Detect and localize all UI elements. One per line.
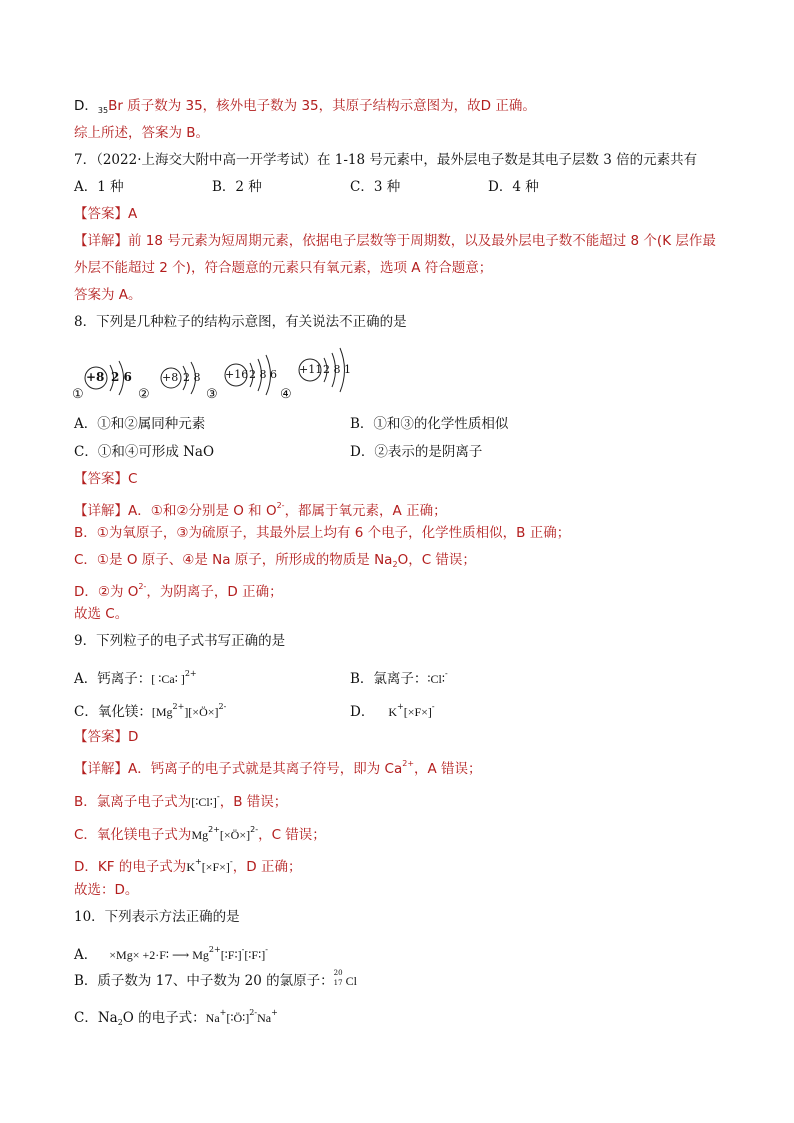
atom-3-shells: 2 8 6 [249, 368, 277, 381]
q9-detail-a-2: ，A 错误； [414, 761, 482, 777]
atom-2-num: ② [138, 387, 150, 402]
q9-detail-d-formula-sup: + [194, 857, 202, 866]
q8-answer: 【答案】C [74, 471, 138, 487]
q9-option-a [74, 664, 197, 689]
q7-stem: 7．（2022·上海交大附中高一开学考试）在 1-18 号元素中，最外层电子数是其电子层数 3 倍的元素共有 [74, 152, 698, 168]
q9-option-d-label: D． [350, 704, 375, 720]
q10-option-a-label: A． [74, 947, 98, 963]
q10-option-c-label-1: C．Na [74, 1010, 118, 1026]
q6-d-prefix: D． [74, 98, 98, 114]
q10-option-a-sup: 2+ [208, 945, 221, 954]
q9-option-c-formula: [Mg [151, 705, 173, 719]
q8-option-a: A．①和②属同种元素 [74, 416, 206, 432]
q9-conclusion: 故选：D。 [74, 882, 139, 898]
q8-detail-tag: 【详解】 [74, 503, 128, 519]
q9-detail-c-formula: Mg [191, 828, 209, 842]
q9-detail-a-sup: 2+ [402, 759, 415, 768]
q9-option-d-formula-2: [×F×] [403, 705, 432, 719]
q9-detail-c-1: C．氧化镁电子式为 [74, 827, 192, 843]
q9-detail-b-1: B．氯离子电子式为 [74, 794, 192, 810]
q10-option-b-atomic: 17 [333, 979, 343, 987]
q9-detail-a [74, 754, 482, 779]
q8-option-b: B．①和③的化学性质相似 [350, 416, 509, 432]
q9-detail-c-sup: 2- [250, 825, 259, 834]
q10-option-c-formula-2: [∶Ö∶] [226, 1011, 250, 1025]
q8-detail-d-1: D．②为 O [74, 584, 139, 600]
atom-diagram-2 [138, 345, 208, 405]
q8-option-c: C．①和④可形成 NaO [74, 444, 215, 460]
q9-option-d [350, 697, 435, 722]
q9-option-a-formula: [ ∶Ca∶ ] [151, 672, 185, 686]
atom-4-num: ④ [280, 387, 292, 402]
q9-detail-c-formula-sup: 2+ [208, 825, 220, 834]
q9-detail-a-1: A．钙离子的电子式就是其离子符号，即为 Ca [128, 761, 403, 777]
q9-detail-c [74, 820, 326, 845]
q9-option-c-label: C．氧化镁： [74, 704, 152, 720]
q6-summary: 综上所述，答案为 B。 [74, 125, 210, 141]
q9-answer: 【答案】D [74, 729, 139, 745]
q10-option-a-formula: ×Mg× +2·F∶ ⟶ Mg [109, 948, 209, 962]
q9-detail-d [74, 852, 301, 877]
atom-2-nucleus: +8 [162, 371, 179, 384]
atom-1-shells: 2 6 [111, 370, 132, 384]
q10-option-b-label: B．质子数为 17、中子数为 20 的氯原子： [74, 973, 334, 989]
q7-option-d: D．4 种 [488, 179, 539, 195]
q10-option-c-sup2: + [271, 1008, 278, 1017]
q7-option-a: A．1 种 [74, 179, 124, 195]
q8-detail-c-2: O，C 错误； [397, 552, 476, 568]
q9-option-c-formula-sup: 2+ [172, 702, 185, 711]
q7-detail-1 [74, 231, 716, 251]
atom-diagram-3 [206, 345, 286, 405]
q9-detail-c-2: ，C 错误； [258, 827, 326, 843]
atom-2-shells: 2 8 [183, 371, 201, 384]
q8-detail-b: B．①为氧原子，③为硫原子，其最外层上均有 6 个电子，化学性质相似，B 正确； [74, 525, 571, 541]
q9-option-a-label: A．钙离子： [74, 671, 152, 687]
q8-detail-a [74, 496, 447, 521]
atom-1-num: ① [72, 387, 84, 402]
q9-detail-d-formula-2: [×F×] [201, 860, 230, 874]
q9-detail-tag: 【详解】 [74, 761, 128, 777]
q9-detail-d-formula: K [186, 860, 195, 874]
q7-detail-2: 外层不能超过 2 个)，符合题意的元素只有氧元素，选项 A 符合题意； [74, 260, 493, 276]
atom-1-nucleus: +8 [86, 370, 105, 384]
q9-detail-d-1: D．KF 的电子式为 [74, 859, 187, 875]
q8-detail-d-2: ，为阴离子，D 正确； [146, 584, 283, 600]
q9-option-c-formula-2: ][×Ö×] [184, 705, 219, 719]
q7-option-c: C．3 种 [350, 179, 401, 195]
q8-detail-a-2: ，都属于氧元素，A 正确； [284, 503, 447, 519]
q10-option-c-formula-3: Na [257, 1011, 272, 1025]
q7-detail-tag: 【详解】 [74, 233, 128, 249]
q7-detail-text-1: 前 18 号元素为短周期元素，依据电子层数等于周期数，以及最外层电子数不能超过 8 个(K 层作最 [128, 233, 716, 249]
atom-3-num: ③ [206, 387, 218, 402]
q10-option-a-formula-2: [∶F∶] [220, 948, 242, 962]
atom-3-nucleus: +16 [225, 368, 249, 381]
q10-option-c-formula: Na [205, 1011, 220, 1025]
q10-option-a-formula-3: [∶F∶] [244, 948, 266, 962]
q9-option-d-formula-sup: + [397, 702, 404, 711]
q10-option-b-mass: 20 [333, 969, 343, 977]
q9-detail-d-2: ，D 正确； [232, 859, 302, 875]
q9-detail-b [74, 787, 287, 812]
q9-option-b-sup: - [445, 669, 448, 678]
q10-option-c-formula-sup: + [219, 1008, 227, 1017]
q9-option-c [74, 697, 226, 722]
q9-option-b-label: B．氯离子： [350, 671, 428, 687]
q7-conclusion: 答案为 A。 [74, 287, 142, 303]
q10-option-a-sup2: - [241, 945, 245, 954]
q10-option-c-sup: 2- [249, 1008, 258, 1017]
q9-option-c-sup: 2- [218, 702, 227, 711]
q8-detail-a-1: A．①和②分别是 O 和 O [128, 503, 277, 519]
atom-diagram-1 [72, 345, 142, 405]
q7-option-b: B．2 种 [212, 179, 262, 195]
q10-stem: 10．下列表示方法正确的是 [74, 909, 240, 925]
q9-detail-b-formula: [∶Cl∶] [191, 795, 217, 809]
q9-option-a-sup: 2+ [184, 669, 197, 678]
q9-option-b-formula: ∶Cl∶ [427, 672, 446, 686]
q8-detail-a-sup: 2- [276, 501, 285, 510]
q8-conclusion: 故选 C。 [74, 606, 129, 622]
q10-option-b [74, 971, 357, 991]
q6-option-d [74, 96, 536, 121]
q10-option-b-symbol: Cl [345, 974, 357, 988]
q9-detail-d-sup: - [229, 857, 233, 866]
q8-option-d: D．②表示的是阴离子 [350, 444, 483, 460]
q9-option-d-sup: - [431, 702, 435, 711]
q9-stem: 9．下列粒子的电子式书写正确的是 [74, 633, 286, 649]
atom-4-shells: 2 8 1 [323, 363, 351, 376]
q10-option-c-label-sub: 2 [117, 1018, 123, 1027]
q9-detail-c-formula-2: [×Ö×] [219, 828, 251, 842]
q9-option-b [350, 664, 448, 689]
q9-detail-b-sup: - [216, 792, 220, 801]
q8-detail-c-1: C．①是 O 原子、④是 Na 原子，所形成的物质是 Na [74, 552, 393, 568]
q8-detail-c-sub: 2 [392, 560, 398, 569]
q10-option-a-sup3: - [265, 945, 268, 954]
q8-detail-c [74, 550, 476, 575]
q6-d-rest: Br 质子数为 35，核外电子数为 35，其原子结构示意图为，故D 正确。 [108, 98, 536, 114]
q7-answer: 【答案】A [74, 206, 138, 222]
q10-option-a [74, 940, 268, 965]
q9-detail-b-2: ，B 错误； [219, 794, 288, 810]
q6-d-sub: 35 [97, 106, 109, 115]
atom-diagram-4 [280, 338, 360, 405]
q10-option-c [74, 1003, 278, 1033]
q9-option-d-formula: K [388, 705, 397, 719]
q8-detail-d-sup: 2- [138, 582, 147, 591]
q8-stem: 8．下列是几种粒子的结构示意图，有关说法不正确的是 [74, 314, 407, 330]
q8-detail-d [74, 577, 283, 602]
q10-option-c-label-2: O 的电子式： [122, 1010, 206, 1026]
atom-4-nucleus: +11 [299, 363, 323, 376]
